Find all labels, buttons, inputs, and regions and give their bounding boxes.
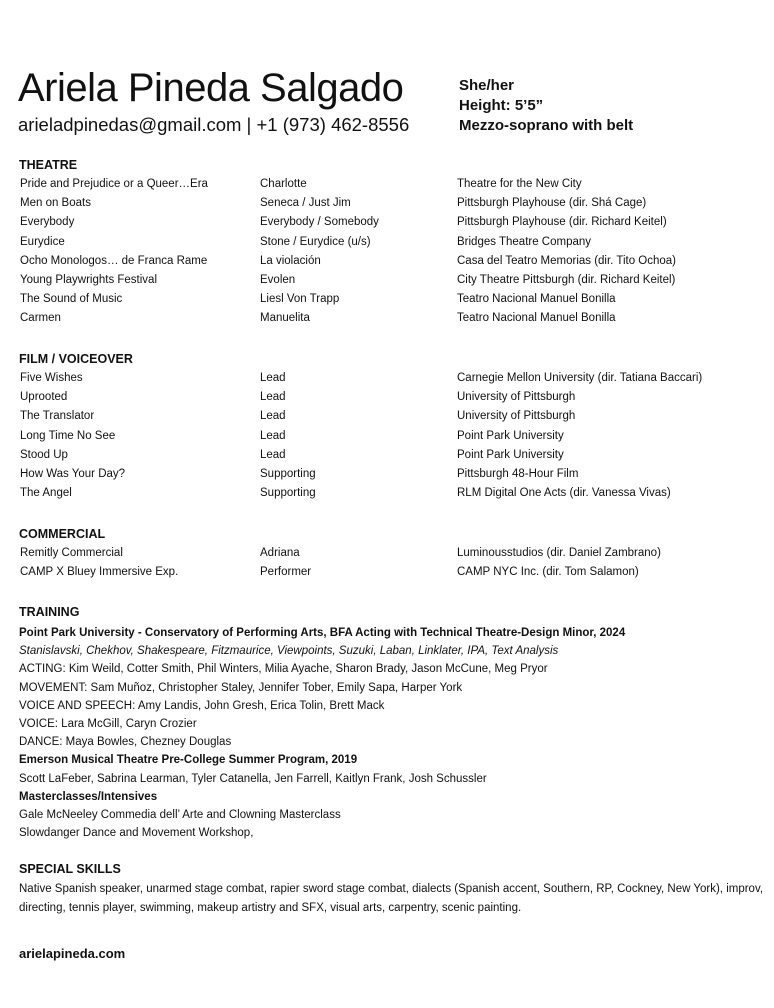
production: Long Time No See bbox=[20, 429, 116, 442]
production: Remitly Commercial bbox=[20, 547, 123, 559]
role: Charlotte bbox=[260, 178, 307, 190]
role: Seneca / Just Jim bbox=[260, 197, 351, 210]
credit-row bbox=[20, 487, 760, 506]
role: Stone / Eurydice (u/s) bbox=[260, 235, 371, 248]
venue: Pittsburgh Playhouse (dir. Richard Keitel) bbox=[457, 216, 667, 229]
credit-row bbox=[20, 468, 760, 487]
production: The Angel bbox=[20, 487, 72, 500]
training-school: Point Park University - Conservatory of Performing Arts, BFA Acting with Technical Theatre-Design Minor, 2024 bbox=[19, 627, 626, 639]
training-list bbox=[19, 624, 759, 842]
role: Lead bbox=[260, 391, 286, 404]
training-acting: ACTING: Kim Weild, Cotter Smith, Phil Winters, Milia Ayache, Sharon Brady, Jason McCune, Meg Pryor bbox=[19, 663, 548, 676]
height: Height: 5’5” bbox=[459, 97, 544, 114]
film-list bbox=[20, 372, 760, 506]
role: Lead bbox=[260, 372, 286, 384]
role: Performer bbox=[260, 566, 312, 579]
contact-info: arieladpinedas@gmail.com | +1 (973) 462-8556 bbox=[18, 114, 410, 135]
website-link[interactable]: arielapineda.com bbox=[19, 946, 126, 961]
training-movement: MOVEMENT: Sam Muñoz, Christopher Staley, Jennifer Tober, Emily Sapa, Harper York bbox=[19, 681, 463, 694]
training-emerson: Emerson Musical Theatre Pre-College Summer Program, 2019 bbox=[19, 754, 358, 767]
production: Uprooted bbox=[20, 391, 68, 404]
production: Ocho Monologos… de Franca Rame bbox=[20, 254, 208, 267]
production: Everybody bbox=[20, 216, 75, 229]
credit-row bbox=[20, 566, 760, 585]
venue: University of Pittsburgh bbox=[457, 410, 576, 423]
production: Pride and Prejudice or a Queer…Era bbox=[20, 178, 208, 190]
venue: Point Park University bbox=[457, 429, 564, 442]
production: Young Playwrights Festival bbox=[20, 273, 158, 286]
production: Stood Up bbox=[20, 448, 68, 461]
masterclass-item: Slowdanger Dance and Movement Workshop, bbox=[19, 827, 254, 840]
production: Carmen bbox=[20, 312, 61, 325]
credit-row bbox=[20, 430, 760, 449]
role: Evolen bbox=[260, 273, 296, 286]
production: The Sound of Music bbox=[20, 293, 123, 306]
voice-type: Mezzo-soprano with belt bbox=[459, 117, 634, 134]
production: CAMP X Bluey Immersive Exp. bbox=[20, 566, 179, 579]
production: Five Wishes bbox=[20, 372, 83, 384]
credit-row bbox=[20, 178, 760, 197]
masterclass-item: Gale McNeeley Commedia dell’ Arte and Clowning Masterclass bbox=[19, 809, 341, 822]
production: Eurydice bbox=[20, 235, 65, 248]
venue: Luminousstudios (dir. Daniel Zambrano) bbox=[457, 547, 661, 559]
training-emerson-teachers: Scott LaFeber, Sabrina Learman, Tyler Catanella, Jen Farrell, Kaitlyn Frank, Josh Schussler bbox=[19, 772, 487, 785]
masterclasses-heading: Masterclasses/Intensives bbox=[19, 790, 158, 803]
credit-row bbox=[20, 449, 760, 468]
credit-row bbox=[20, 236, 760, 255]
venue: Pittsburgh 48-Hour Film bbox=[457, 467, 579, 480]
role: Supporting bbox=[260, 467, 316, 480]
credit-row bbox=[20, 547, 760, 566]
venue: Carnegie Mellon University (dir. Tatiana Baccari) bbox=[457, 372, 703, 384]
skills-heading: SPECIAL SKILLS bbox=[19, 862, 121, 876]
credit-row bbox=[20, 372, 760, 391]
role: Adriana bbox=[260, 547, 300, 559]
production: The Translator bbox=[20, 410, 95, 423]
commercial-heading: COMMERCIAL bbox=[19, 527, 106, 541]
venue: Teatro Nacional Manuel Bonilla bbox=[457, 293, 616, 306]
venue: University of Pittsburgh bbox=[457, 391, 576, 404]
credit-row bbox=[20, 410, 760, 429]
role: Lead bbox=[260, 429, 286, 442]
credit-row bbox=[20, 391, 760, 410]
theatre-heading: THEATRE bbox=[19, 158, 78, 172]
venue: Casa del Teatro Memorias (dir. Tito Ochoa) bbox=[457, 254, 677, 267]
role: La violación bbox=[260, 254, 321, 267]
actor-details bbox=[459, 76, 633, 136]
training-voice: VOICE: Lara McGill, Caryn Crozier bbox=[19, 718, 197, 731]
credit-row bbox=[20, 216, 760, 235]
training-heading: TRAINING bbox=[19, 605, 80, 619]
training-voice-speech: VOICE AND SPEECH: Amy Landis, John Gresh, Erica Tolin, Brett Mack bbox=[19, 699, 385, 712]
venue: Bridges Theatre Company bbox=[457, 235, 592, 248]
venue: Pittsburgh Playhouse (dir. Shá Cage) bbox=[457, 197, 647, 210]
role: Manuelita bbox=[260, 312, 310, 325]
role: Everybody / Somebody bbox=[260, 216, 379, 229]
venue: RLM Digital One Acts (dir. Vanessa Vivas) bbox=[457, 487, 671, 500]
venue: CAMP NYC Inc. (dir. Tom Salamon) bbox=[457, 566, 639, 579]
training-dance: DANCE: Maya Bowles, Chezney Douglas bbox=[19, 736, 232, 749]
venue: City Theatre Pittsburgh (dir. Richard Keitel) bbox=[457, 273, 676, 286]
skills-text: Native Spanish speaker, unarmed stage combat, rapier sword stage combat, dialects (Spanish accent, Southern, RP, Cockney, New York), improv, directing, tennis player, swimming, makeup artistry and SFX, visual arts, carpentry, scenic painting. bbox=[19, 883, 764, 914]
film-heading: FILM / VOICEOVER bbox=[19, 352, 133, 366]
commercial-list bbox=[20, 547, 760, 585]
role: Lead bbox=[260, 448, 286, 461]
role: Liesl Von Trapp bbox=[260, 293, 340, 306]
credit-row bbox=[20, 274, 760, 293]
venue: Theatre for the New City bbox=[457, 178, 582, 190]
theatre-list bbox=[20, 178, 760, 332]
role: Lead bbox=[260, 410, 286, 423]
actor-name: Ariela Pineda Salgado bbox=[18, 66, 404, 110]
venue: Teatro Nacional Manuel Bonilla bbox=[457, 312, 616, 325]
role: Supporting bbox=[260, 487, 316, 500]
training-methods: Stanislavski, Chekhov, Shakespeare, Fitzmaurice, Viewpoints, Suzuki, Laban, Linklater, IPA, Text Analysis bbox=[19, 645, 559, 658]
credit-row bbox=[20, 255, 760, 274]
credit-row bbox=[20, 197, 760, 216]
credit-row bbox=[20, 293, 760, 312]
production: How Was Your Day? bbox=[20, 467, 126, 480]
venue: Point Park University bbox=[457, 448, 564, 461]
pronouns: She/her bbox=[459, 77, 515, 94]
production: Men on Boats bbox=[20, 197, 91, 210]
credit-row bbox=[20, 312, 760, 331]
